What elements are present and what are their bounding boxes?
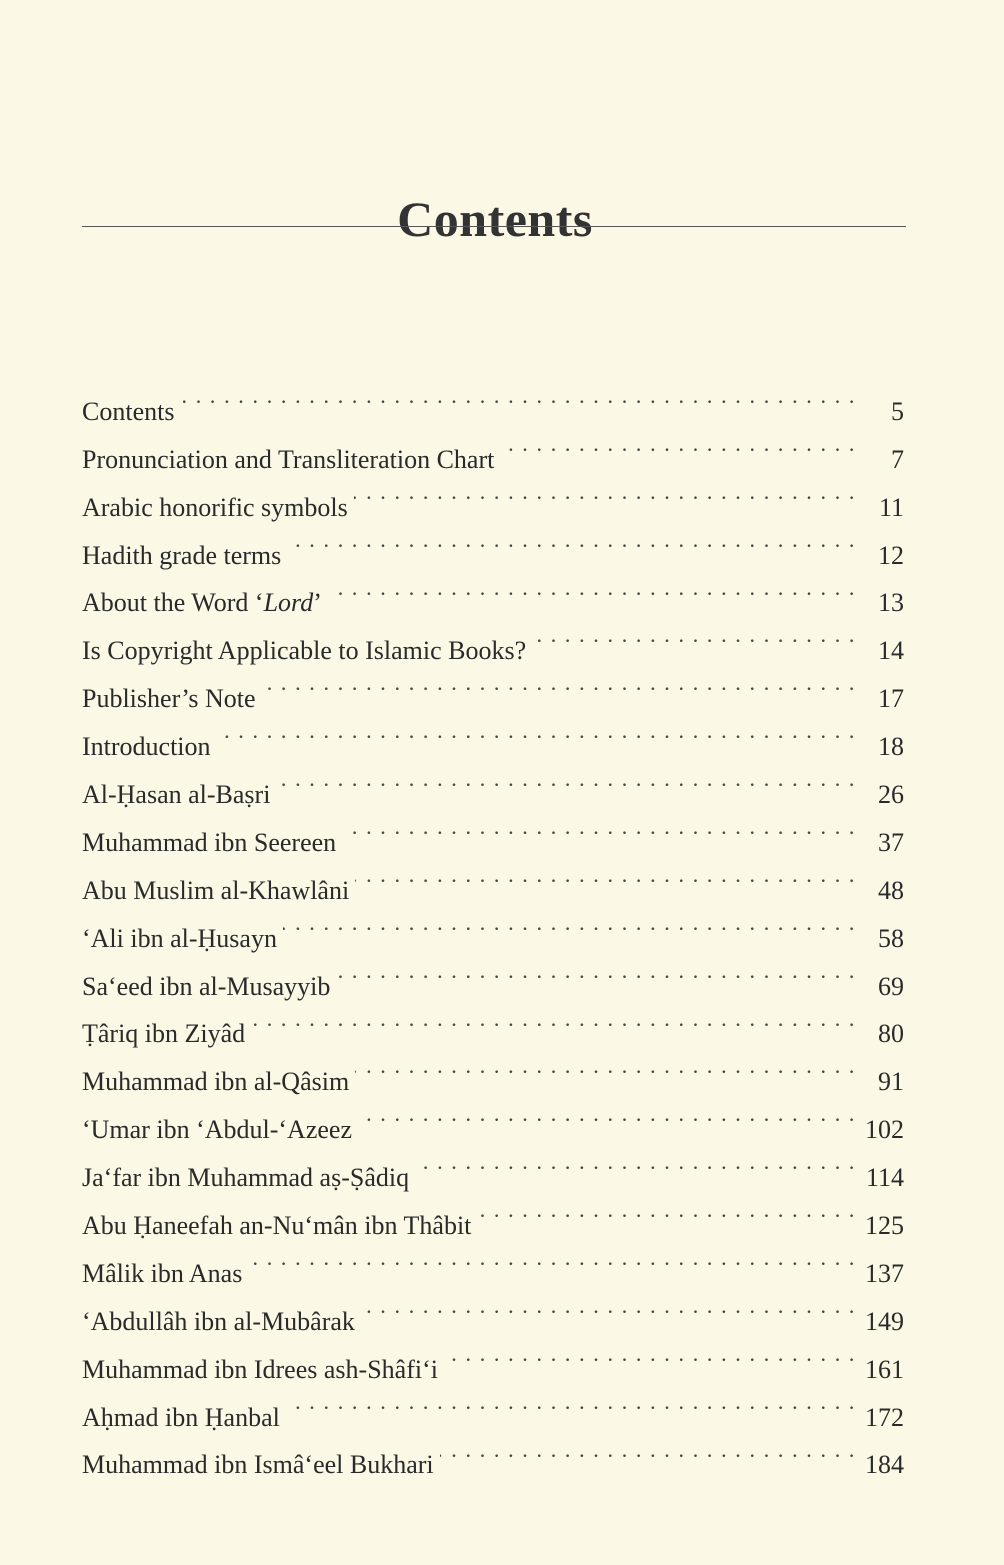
dot-leader [358,1090,856,1138]
toc-entry-title: Publisher’s Note [82,684,256,714]
dot-leader [355,851,856,899]
dot-leader [217,707,856,755]
dot-leader [477,1186,856,1234]
toc-entry-page: 137 [865,1258,904,1288]
toc-entry-title: Contents [82,396,175,426]
toc-entry-title: Hadith grade terms [82,540,282,570]
toc-entry[interactable] [82,372,904,426]
toc-entry-page: 17 [878,684,904,714]
toc-entry-title: ‘Abdullâh ibn al-Mubârak [82,1306,355,1336]
toc-entry-title: Arabic honorific symbols [82,492,348,522]
toc-entry-title: Muhammad ibn Ismâ‘eel Bukhari [82,1450,434,1480]
toc-entry-title: Abu Ḥaneefah an-Nu‘mân ibn Thâbit [82,1211,472,1241]
toc-entry-page: 13 [878,588,904,618]
dot-leader [286,1378,856,1426]
dot-leader [276,755,856,803]
dot-leader [180,372,856,420]
toc-entry-page: 125 [865,1211,904,1241]
toc-entry-page: 172 [865,1402,904,1432]
toc-title-suffix: ’ [313,588,322,618]
toc-entry-page: 12 [878,540,904,570]
toc-entry-page: 102 [865,1115,904,1145]
dot-leader [248,1234,856,1282]
dot-leader [354,468,856,516]
toc-title-prefix: About the Word ‘ [82,588,264,618]
toc-entry-title: Is Copyright Applicable to Islamic Books? [82,636,527,666]
toc-entry-page: 5 [891,396,904,426]
toc-entry-title: Sa‘eed ibn al-Musayyib [82,971,331,1001]
title-divider [82,226,906,227]
toc-entry-page: 48 [878,875,904,905]
dot-leader [532,611,856,659]
toc-entry-title: Abu Muslim al-Khawlâni [82,875,350,905]
toc-entry-page: 14 [878,636,904,666]
dot-leader [440,1426,856,1474]
toc-entry-title: Ja‘far ibn Muhammad aṣ-Ṣâdiq [82,1163,410,1193]
table-of-contents [82,372,904,1480]
dot-leader [415,1138,856,1186]
toc-entry-page: 69 [878,971,904,1001]
toc-entry-title: Ṭâriq ibn Ziyâd [82,1019,246,1049]
toc-entry-page: 114 [865,1163,904,1193]
toc-entry-page: 26 [878,780,904,810]
dot-leader [355,1042,856,1090]
toc-entry-page: 37 [878,827,904,857]
toc-title-italic: Lord [263,588,314,618]
toc-entry-page: 18 [878,732,904,762]
toc-entry-title: Al-Ḥasan al-Baṣri [82,780,271,810]
toc-entry-title: Aḥmad ibn Ḥanbal [82,1402,280,1432]
toc-entry-page: 161 [865,1354,904,1384]
toc-entry-page: 80 [878,1019,904,1049]
dot-leader [287,516,856,564]
toc-entry[interactable] [82,420,904,474]
toc-entry-title [82,579,328,627]
toc-entry-title: Muhammad ibn Seereen [82,827,337,857]
toc-entry-page: 91 [878,1067,904,1097]
toc-entry-page: 184 [865,1450,904,1480]
dot-leader [500,420,856,468]
toc-entry-title: Muhammad ibn Idrees ash-Shâfi‘i [82,1354,438,1384]
dot-leader [283,899,856,947]
toc-entry-page: 7 [891,444,904,474]
toc-entry-title: ‘Ali ibn al-Ḥusayn [82,923,277,953]
toc-entry-page: 11 [878,492,904,522]
toc-entry-page: 58 [878,923,904,953]
page-title: Contents [397,190,593,247]
dot-leader [444,1330,856,1378]
dot-leader [342,803,856,851]
dot-leader [251,995,856,1043]
dot-leader [361,1282,856,1330]
toc-entry-title: Pronunciation and Transliteration Chart [82,444,495,474]
toc-entry-title: ‘Umar ibn ‘Abdul-‘Azeez [82,1115,352,1145]
dot-leader [336,947,856,995]
toc-entry-title: Muhammad ibn al-Qâsim [82,1067,350,1097]
dot-leader [328,564,856,612]
toc-entry-title: Mâlik ibn Anas [82,1258,243,1288]
toc-entry-page: 149 [865,1306,904,1336]
dot-leader [262,659,856,707]
toc-entry-title: Introduction [82,732,211,762]
